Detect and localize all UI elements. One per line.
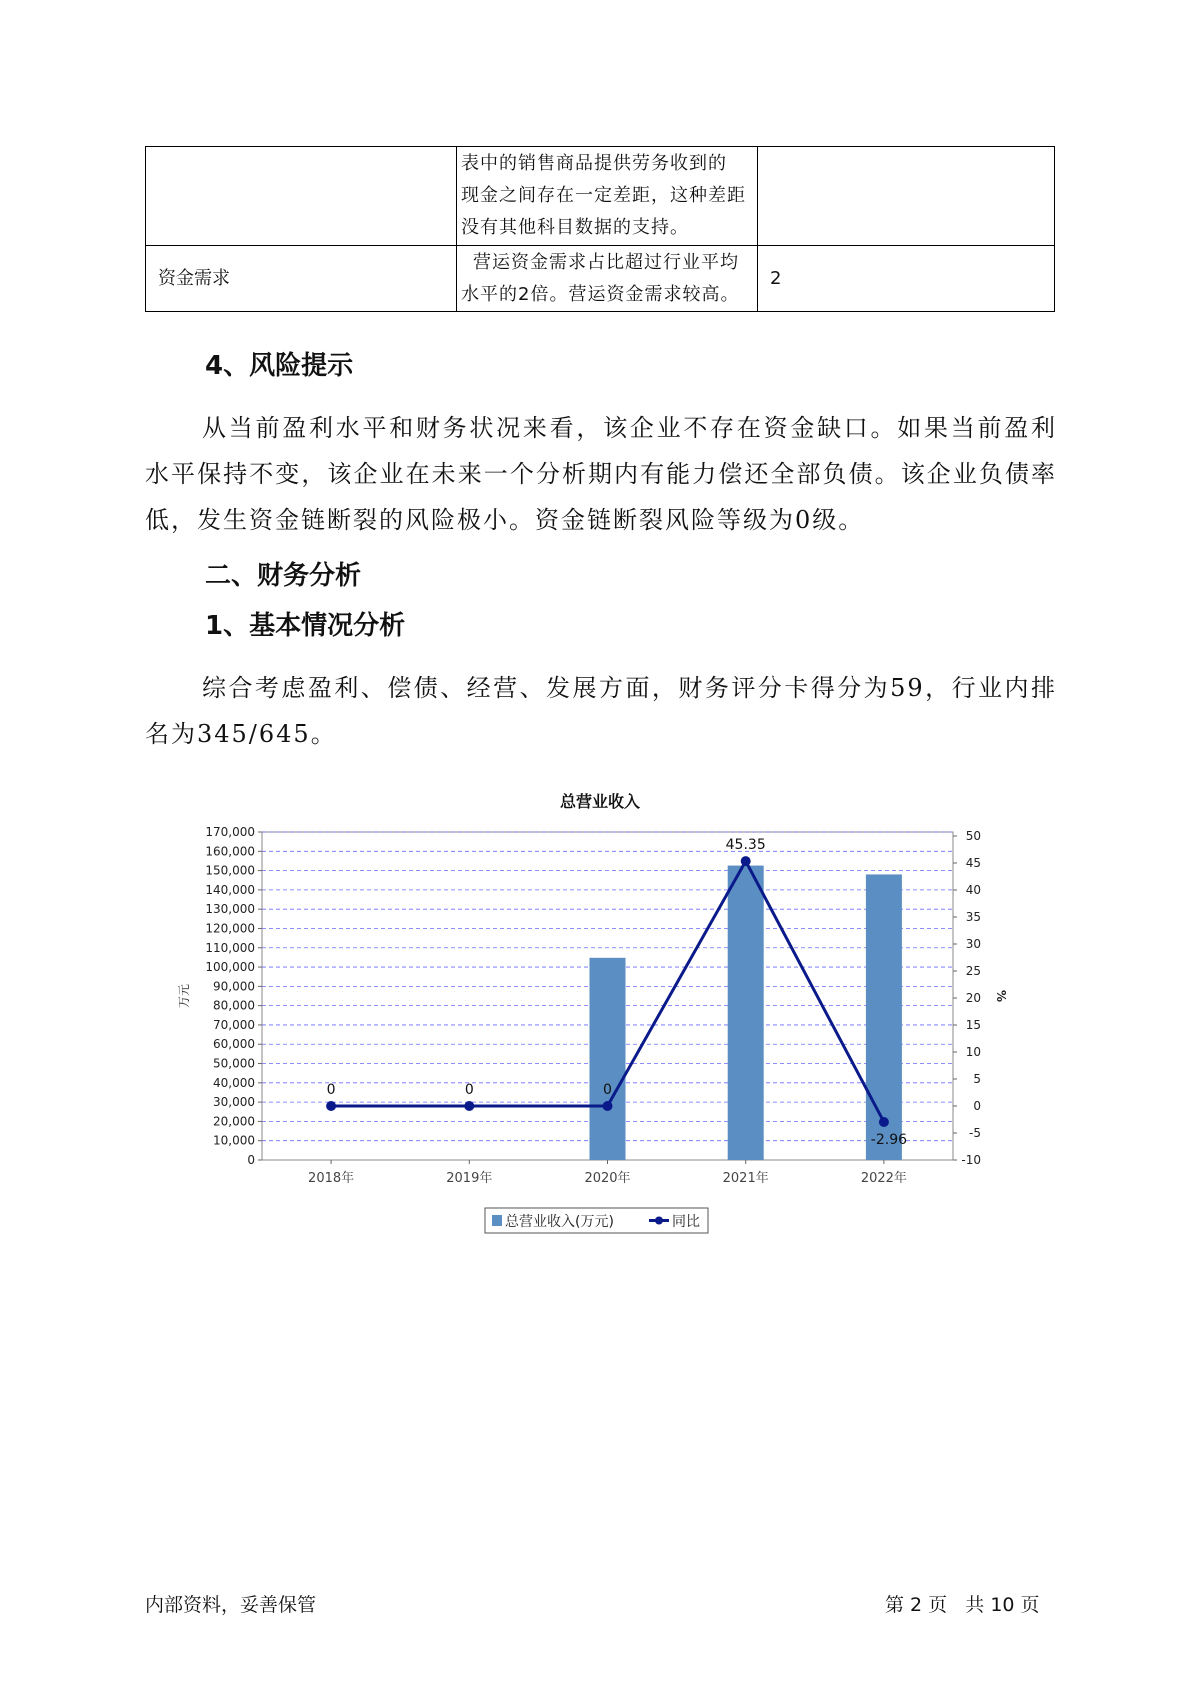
analysis-table bbox=[145, 146, 1055, 312]
yoy-point bbox=[879, 1117, 889, 1127]
y2-tick-label: -10 bbox=[961, 1153, 981, 1167]
y-tick-label: 100,000 bbox=[205, 960, 255, 975]
table-cell bbox=[457, 147, 758, 246]
y2-tick-label: 5 bbox=[973, 1072, 981, 1086]
y2-tick-label: 35 bbox=[965, 910, 981, 924]
y-tick-label: 150,000 bbox=[205, 863, 255, 878]
table-cell bbox=[146, 147, 457, 246]
table-row bbox=[146, 246, 1055, 312]
y2-tick-label: 45 bbox=[965, 856, 981, 870]
yoy-point bbox=[464, 1101, 474, 1111]
y-tick-label: 140,000 bbox=[205, 882, 255, 897]
cell-line: 表中的销售商品提供劳务收到的 bbox=[461, 153, 727, 174]
x-tick-label: 2021年 bbox=[722, 1171, 769, 1186]
yoy-point bbox=[603, 1101, 613, 1111]
x-tick-label: 2020年 bbox=[584, 1171, 631, 1186]
cell-line: 现金之间存在一定差距，这种差距 bbox=[461, 185, 746, 206]
y-tick-label: 30,000 bbox=[213, 1095, 255, 1110]
y-tick-label: 70,000 bbox=[213, 1017, 255, 1032]
table-cell: 2 bbox=[758, 246, 1055, 312]
chart-legend bbox=[485, 1208, 708, 1233]
legend-line-label: 同比 bbox=[672, 1214, 700, 1230]
y2-axis-label: % bbox=[994, 989, 1008, 1003]
legend-bar-label: 总营业收入(万元) bbox=[505, 1214, 614, 1230]
y-tick-label: 160,000 bbox=[205, 844, 255, 859]
table-cell bbox=[457, 246, 758, 312]
y2-tick-label: 10 bbox=[965, 1045, 981, 1059]
y-tick-label: 90,000 bbox=[213, 979, 255, 994]
table-cell: 资金需求 bbox=[146, 246, 457, 312]
y-tick-label: 60,000 bbox=[213, 1037, 255, 1052]
footer-left: 内部资料，妥善保管 bbox=[145, 1594, 317, 1616]
y-tick-label: 0 bbox=[247, 1153, 255, 1167]
footer-right: 第 2 页 共 10 页 bbox=[885, 1594, 1040, 1616]
x-tick-label: 2022年 bbox=[860, 1171, 907, 1186]
yoy-data-label: -2.96 bbox=[870, 1131, 908, 1148]
risk-paragraph: 从当前盈利水平和财务状况来看，该企业不存在资金缺口。如果当前盈利水平保持不变，该企业在未来一个分析期内有能力偿还全部负债。该企业负债率低，发生资金链断裂的风险极小。资金链断裂风险等级为0级。 bbox=[145, 414, 1057, 534]
chart-title: 总营业收入 bbox=[559, 792, 641, 811]
y-tick-label: 40,000 bbox=[213, 1075, 255, 1090]
y-tick-label: 50,000 bbox=[213, 1056, 255, 1071]
y2-tick-label: 30 bbox=[965, 937, 981, 951]
y-tick-label: 110,000 bbox=[205, 940, 255, 955]
yoy-point bbox=[326, 1101, 336, 1111]
y2-tick-label: 25 bbox=[965, 964, 981, 978]
revenue-bar bbox=[590, 958, 626, 1160]
legend-line-marker bbox=[655, 1217, 663, 1225]
y2-tick-label: 20 bbox=[965, 991, 981, 1005]
y-tick-label: 130,000 bbox=[205, 902, 255, 917]
y-tick-label: 20,000 bbox=[213, 1114, 255, 1129]
cell-line: 营运资金需求占比超过行业平均 bbox=[473, 251, 739, 273]
x-tick-label: 2018年 bbox=[308, 1171, 355, 1186]
revenue-bar bbox=[728, 866, 764, 1160]
y2-tick-label: 50 bbox=[965, 829, 981, 843]
y-axis-label: 万元 bbox=[177, 983, 191, 1009]
y2-tick-label: 0 bbox=[973, 1099, 981, 1113]
yoy-data-label: 0 bbox=[603, 1082, 612, 1098]
y-tick-label: 120,000 bbox=[205, 921, 255, 936]
cell-line: 没有其他科目数据的支持。 bbox=[461, 217, 689, 238]
y2-tick-label: -5 bbox=[969, 1126, 981, 1140]
table-cell bbox=[758, 147, 1055, 246]
y-tick-label: 10,000 bbox=[213, 1133, 255, 1148]
y-tick-label: 80,000 bbox=[213, 998, 255, 1013]
basic-paragraph: 综合考虑盈利、偿债、经营、发展方面，财务评分卡得分为59，行业内排名为345/645。 bbox=[145, 674, 1057, 748]
y-tick-label: 170,000 bbox=[205, 825, 255, 839]
yoy-point bbox=[741, 856, 751, 866]
legend-bar-swatch bbox=[492, 1215, 502, 1226]
x-tick-label: 2019年 bbox=[446, 1171, 493, 1186]
yoy-data-label: 45.35 bbox=[725, 837, 766, 854]
table-row bbox=[146, 147, 1055, 246]
revenue-chart bbox=[175, 775, 1015, 1245]
section-heading: 4、风险提示 bbox=[205, 351, 354, 381]
y2-tick-label: 15 bbox=[965, 1018, 981, 1032]
part-heading: 二、财务分析 bbox=[205, 561, 362, 591]
cell-line: 水平的2倍。营运资金需求较高。 bbox=[461, 283, 740, 305]
yoy-data-label: 0 bbox=[326, 1082, 336, 1098]
y2-tick-label: 40 bbox=[965, 883, 981, 897]
yoy-data-label: 0 bbox=[464, 1082, 474, 1098]
sub-heading: 1、基本情况分析 bbox=[205, 611, 406, 641]
